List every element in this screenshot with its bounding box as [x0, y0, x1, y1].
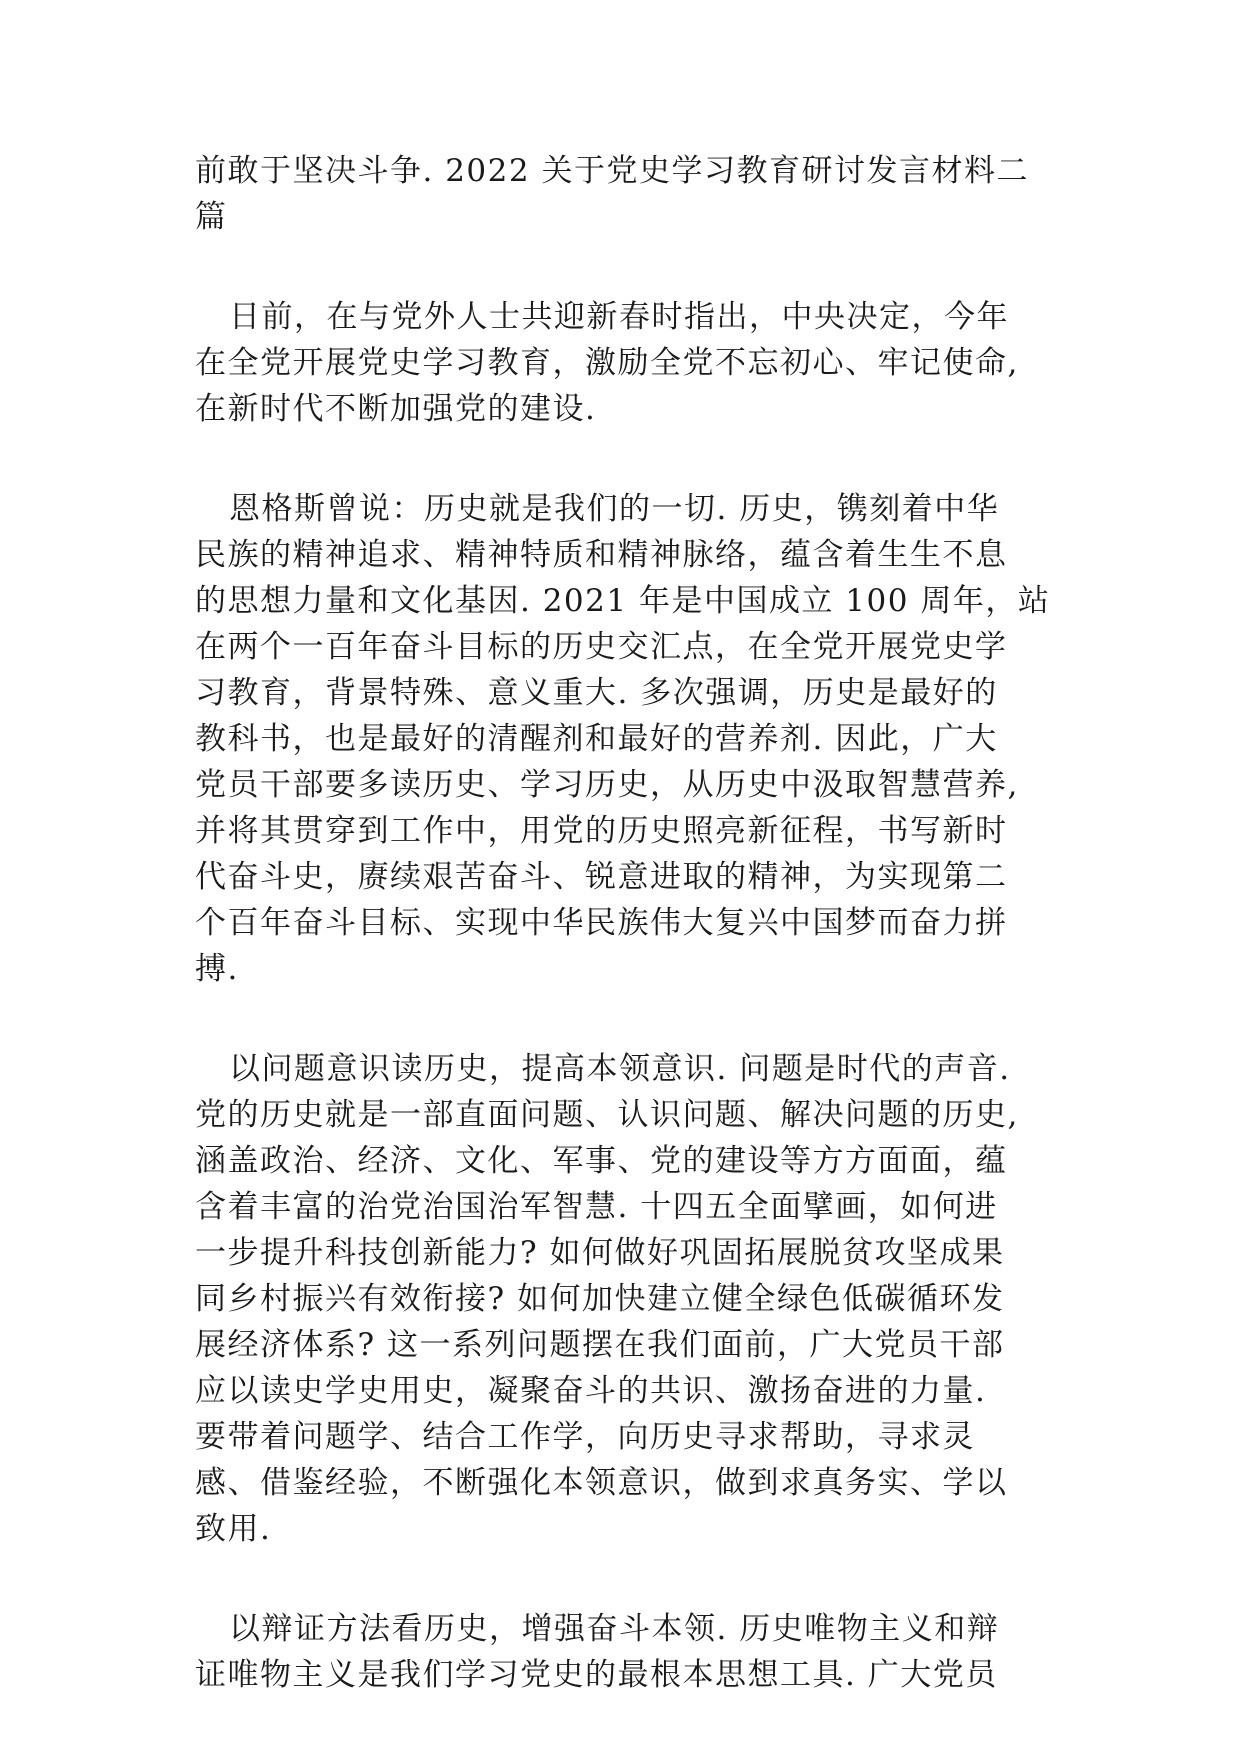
- paragraph-line: 党员干部要多读历史、学习历史，从历史中汲取智慧营养,: [195, 767, 1019, 803]
- paragraph-line: 致用.: [195, 1511, 272, 1547]
- paragraph-line: 涵盖政治、经济、文化、军事、党的建设等方方面面，蕴: [195, 1143, 1008, 1179]
- document-body: [195, 148, 1055, 1698]
- paragraph-1: [195, 294, 1055, 432]
- paragraph-line: 同乡村振兴有效衔接? 如何加快建立健全绿色低碳循环发: [195, 1281, 1005, 1317]
- paragraph-line: 并将其贯穿到工作中，用党的历史照亮新征程，书写新时: [195, 813, 1008, 849]
- paragraph-line: 日前，在与党外人士共迎新春时指出，中央决定，今年: [229, 299, 1009, 335]
- paragraph-line: 恩格斯曾说：历史就是我们的一切. 历史，镌刻着中华: [229, 491, 1000, 527]
- paragraph-line: 教科书，也是最好的清醒剂和最好的营养剂. 因此，广大: [195, 721, 998, 757]
- paragraph-line: 个百年奋斗目标、实现中华民族伟大复兴中国梦而奋力拼: [195, 905, 1008, 941]
- paragraph-line: 习教育，背景特殊、意义重大. 多次强调，历史是最好的: [195, 675, 998, 711]
- paragraph-line: 应以读史学史用史，凝聚奋斗的共识、激扬奋进的力量.: [195, 1373, 987, 1409]
- paragraph-line: 一步提升科技创新能力? 如何做好巩固拓展脱贫攻坚成果: [195, 1235, 1005, 1271]
- paragraph-line: 展经济体系? 这一系列问题摆在我们面前，广大党员干部: [195, 1327, 1005, 1363]
- paragraph-line: 证唯物主义是我们学习党史的最根本思想工具. 广大党员: [195, 1657, 998, 1693]
- paragraph-line: 以问题意识读历史，提高本领意识. 问题是时代的声音.: [229, 1051, 1011, 1087]
- heading-line: 篇: [195, 199, 228, 235]
- paragraph-line: 含着丰富的治党治国治军智慧. 十四五全面擘画，如何进: [195, 1189, 998, 1225]
- paragraph-line: 代奋斗史，赓续艰苦奋斗、锐意进取的精神，为实现第二: [195, 859, 1008, 895]
- paragraph-line: 在全党开展党史学习教育，激励全党不忘初心、牢记使命,: [195, 345, 1019, 381]
- paragraph-line: 要带着问题学、结合工作学，向历史寻求帮助，寻求灵: [195, 1419, 975, 1455]
- paragraph-line: 党的历史就是一部直面问题、认识问题、解决问题的历史,: [195, 1097, 1019, 1133]
- heading-line: 前敢于坚决斗争. 2022 关于党史学习教育研讨发言材料二: [195, 153, 1029, 189]
- paragraph-line: 在两个一百年奋斗目标的历史交汇点，在全党开展党史学: [195, 629, 1008, 665]
- paragraph-4: [195, 1606, 1055, 1698]
- paragraph-line: 在新时代不断加强党的建设.: [195, 391, 597, 427]
- paragraph-line: 感、借鉴经验，不断强化本领意识，做到求真务实、学以: [195, 1465, 1008, 1501]
- paragraph-line: 搏.: [195, 951, 239, 987]
- paragraph-3: [195, 1046, 1055, 1552]
- document-heading: [195, 148, 1055, 240]
- paragraph-line: 的思想力量和文化基因. 2021 年是中国成立 100 周年，站: [195, 583, 1051, 619]
- paragraph-2: [195, 486, 1055, 992]
- paragraph-line: 民族的精神追求、精神特质和精神脉络，蕴含着生生不息: [195, 537, 1008, 573]
- paragraph-line: 以辩证方法看历史，增强奋斗本领. 历史唯物主义和辩: [229, 1611, 1000, 1647]
